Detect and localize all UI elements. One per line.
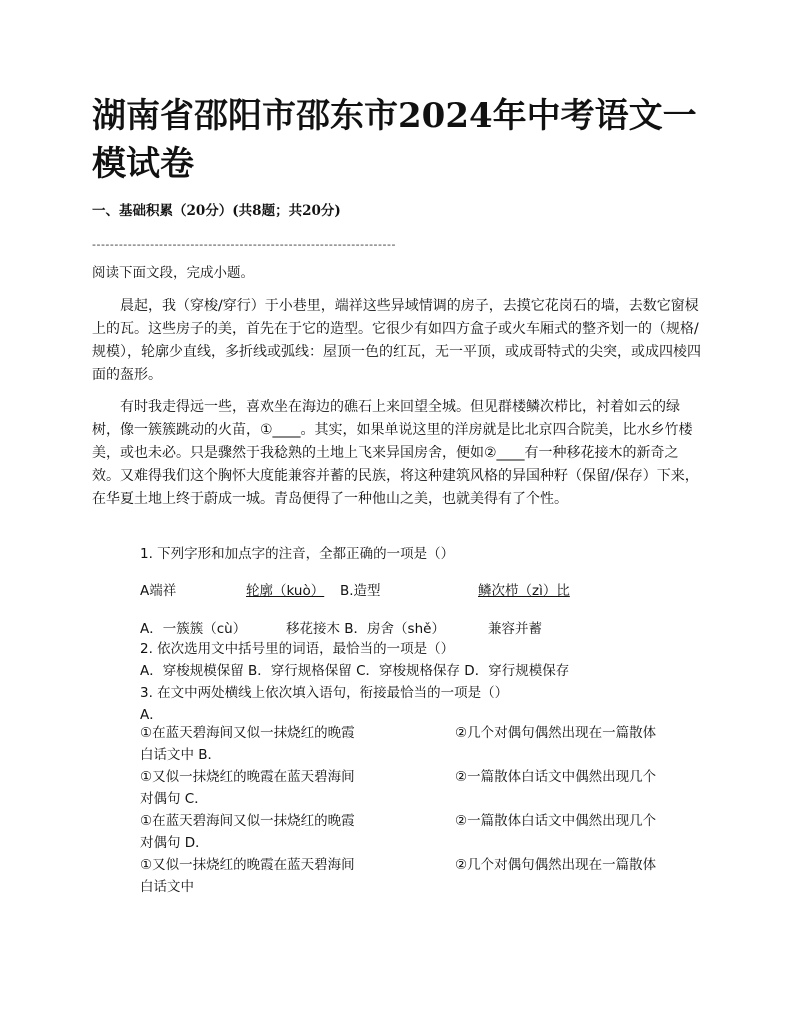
option-sentence-2: ②一篇散体白话文中偶然出现几个 <box>455 813 657 829</box>
passage-paragraph-1: 晨起，我（穿梭/穿行）于小巷里，端祥这些异域情调的房子，去摸它花岗石的墙，去数它窗棂上的瓦。这些房子的美，首先在于它的造型。它很少有如四方盒子或火车厢式的整齐划一的（规格/规模），轮廓少直线，多折线或弧线：屋顶一色的红瓦，无一平顶，或成哥特式的尖突，或成四棱四面的盔形。 <box>92 298 701 383</box>
q1-item: B.造型 <box>340 583 381 599</box>
option-sentence-1: ①在蓝天碧海间又似一抹烧红的晚霞 <box>140 813 355 829</box>
section-heading: 一、基础积累（20分）(共8题；共20分) <box>92 203 341 219</box>
option-sentence-1: ①又似一抹烧红的晚霞在蓝天碧海间 <box>140 769 355 785</box>
q1-item: 鳞次栉（zì）比 <box>478 583 570 599</box>
dashed-divider: -------------------------------------------------------------------- <box>92 238 396 251</box>
option-continuation: 白话文中 <box>140 879 194 895</box>
q1-item: A端祥 <box>140 583 177 599</box>
option-sentence-2: ②一篇散体白话文中偶然出现几个 <box>455 769 657 785</box>
passage-paragraph-2: 有时我走得远一些，喜欢坐在海边的礁石上来回望全城。但见群楼鳞次栉比，衬着如云的绿树，像一簇簇跳动的火苗，①____。其实，如果单说这里的洋房就是比北京四合院美，比水乡竹楼美，或也未必。只是骤然于我稔熟的土地上飞来异国房舍，便如②____有一种移花接木的新奇之效。又难得我们这个胸怀大度能兼容并蓄的民族，将这种建筑风格的异国种籽（保留/保存）下来，在华夏土地上终于蔚成一城。青岛便得了一种他山之美，也就美得有了个性。 <box>92 399 699 507</box>
q1-item: 移花接木 B．房舍（shě） <box>286 621 445 637</box>
page-title: 湖南省邵阳市邵东市2024年中考语文一模试卷 <box>92 96 697 184</box>
question-3-stem: 3. 在文中两处横线上依次填入语句，衔接最恰当的一项是（） <box>140 685 509 701</box>
option-sentence-1: ①在蓝天碧海间又似一抹烧红的晚霞 <box>140 725 355 741</box>
question-2-stem: 2. 依次选用文中括号里的词语，最恰当的一项是（） <box>140 641 455 657</box>
question-2-options: A．穿梭规模保留 B．穿行规格保留 C．穿梭规格保存 D．穿行规模保存 <box>140 663 570 679</box>
option-continuation: 白话文中 B． <box>140 747 222 763</box>
option-sentence-2: ②几个对偶句偶然出现在一篇散体 <box>455 725 657 741</box>
question-3-label: A． <box>140 707 163 723</box>
q1-item: A．一簇簇（cù） <box>140 621 247 637</box>
reading-instruction: 阅读下面文段，完成小题。 <box>92 265 254 281</box>
option-sentence-1: ①又似一抹烧红的晚霞在蓝天碧海间 <box>140 857 355 873</box>
q1-item: 兼容并蓄 <box>488 621 542 637</box>
q1-item: 轮廓（kuò） <box>246 583 325 599</box>
option-continuation: 对偶句 C． <box>140 791 208 807</box>
question-1-stem: 1. 下列字形和加点字的注音，全都正确的一项是（） <box>140 546 455 562</box>
option-sentence-2: ②几个对偶句偶然出现在一篇散体 <box>455 857 657 873</box>
option-continuation: 对偶句 D． <box>140 835 209 851</box>
